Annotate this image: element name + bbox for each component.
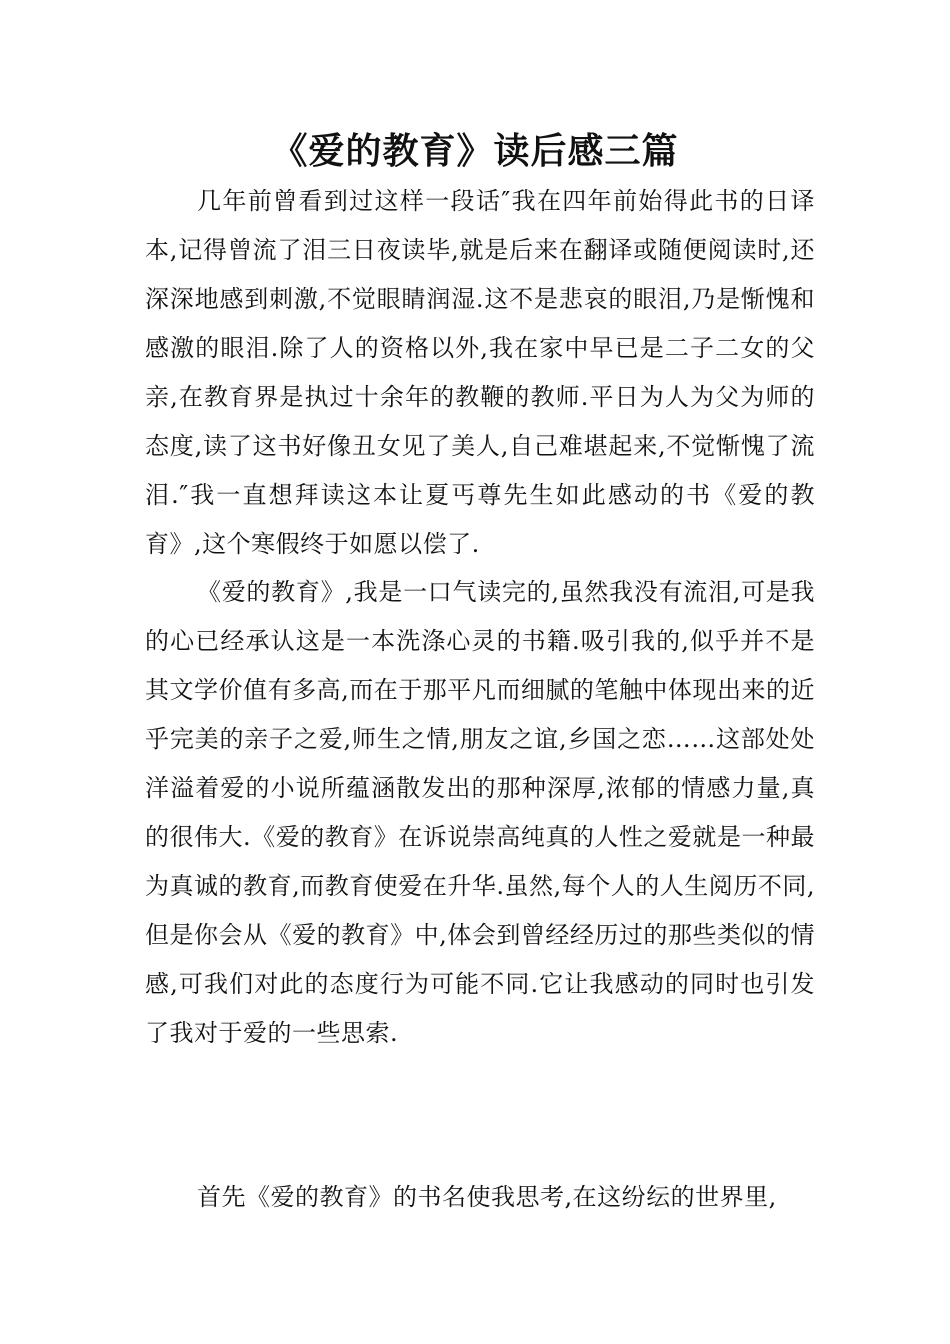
document-title: 《爱的教育》读后感三篇 bbox=[271, 131, 679, 172]
paragraph-1: 几年前曾看到过这样一段话″我在四年前始得此书的日译本,记得曾流了泪三日夜读毕,就是后来在翻译或随便阅读时,还深深地感到刺激,不觉眼睛润湿.这不是悲哀的眼泪,乃是惭愧和感激的眼泪.除了人的资格以外,我在家中早已是二子二女的父亲,在教育界是执过十余年的教鞭的教师.平日为人为父为师的态度,读了这书好像丑女见了美人,自己难堪起来,不觉惭愧了流泪.″我一直想拜读这本让夏丐尊先生如此感动的书《爱的教育》,这个寒假终于如愿以偿了. bbox=[145, 187, 815, 558]
paragraph-2: 《爱的教育》,我是一口气读完的,虽然我没有流泪,可是我的心已经承认这是一本洗涤心灵的书籍.吸引我的,似乎并不是其文学价值有多高,而在于那平凡而细腻的笔触中体现出来的近乎完美的亲子之爱,师生之情,朋友之谊,乡国之恋……这部处处洋溢着爱的小说所蕴涵散发出的那种深厚,浓郁的情感力量,真的很伟大.《爱的教育》在诉说崇高纯真的人性之爱就是一种最为真诚的教育,而教育使爱在升华.虽然,每个人的人生阅历不同,但是你会从《爱的教育》中,体会到曾经经历过的那些类似的情感,可我们对此的态度行为可能不同.它让我感动的同时也引发了我对于爱的一些思索. bbox=[145, 578, 815, 1047]
paragraph-3: 首先《爱的教育》的书名使我思考,在这纷纭的世界里, bbox=[197, 1183, 777, 1211]
